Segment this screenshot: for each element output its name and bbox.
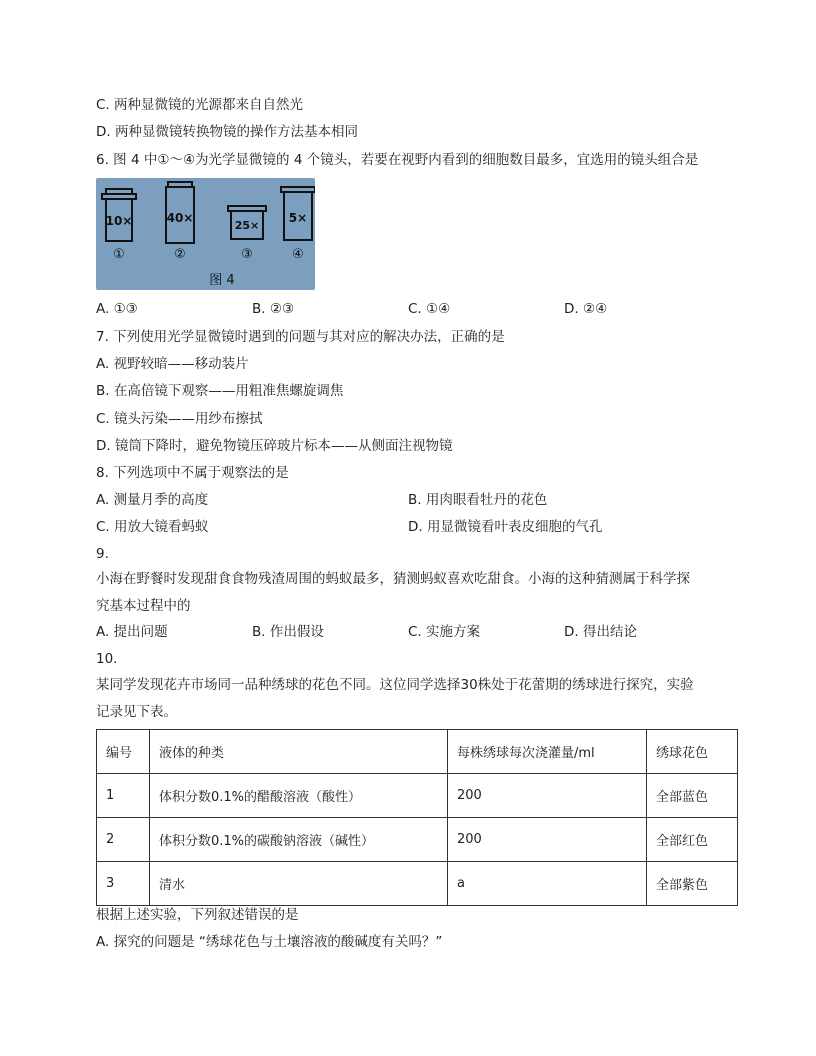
table-cell: 3: [97, 862, 150, 906]
figure-caption: 图 4: [209, 273, 235, 288]
q9-number: 9.: [96, 546, 109, 562]
q9-option-d: D. 得出结论: [564, 624, 637, 640]
table-cell: 200: [448, 774, 647, 818]
table-cell: 清水: [150, 862, 448, 906]
q8-option-a: A. 测量月季的高度: [96, 492, 209, 508]
q10-stem-line-2: 记录见下表。: [96, 704, 177, 720]
q9-option-c: C. 实施方案: [408, 624, 481, 640]
q9-stem-line-1: 小海在野餐时发现甜食食物残渣周围的蚂蚁最多，猜测蚂蚁喜欢吃甜食。小海的这种猜测属于科学探: [96, 571, 690, 587]
q9-option-a: A. 提出问题: [96, 624, 168, 640]
table-header-cell: 编号: [97, 730, 150, 774]
lens-2-number: ②: [174, 247, 186, 262]
table-cell: 1: [97, 774, 150, 818]
q9-stem-line-2: 究基本过程中的: [96, 598, 191, 614]
q6-option-c: C. ①④: [408, 301, 451, 317]
lens-2-mag: 40×: [166, 211, 194, 225]
q7-option-a: A. 视野较暗——移动装片: [96, 356, 249, 372]
q6-option-d: D. ②④: [564, 301, 608, 317]
q8-option-c: C. 用放大镜看蚂蚁: [96, 519, 209, 535]
figure-4-lenses: [96, 178, 315, 290]
q7-option-b: B. 在高倍镜下观察——用粗准焦螺旋调焦: [96, 383, 344, 399]
table-header-cell: 每株绣球每次浇灌量/ml: [448, 730, 647, 774]
table-cell: 全部蓝色: [647, 774, 738, 818]
table-cell: 体积分数0.1%的醋酸溶液（酸性）: [150, 774, 448, 818]
table-cell: 体积分数0.1%的碳酸钠溶液（碱性）: [150, 818, 448, 862]
q8-option-d: D. 用显微镜看叶表皮细胞的气孔: [408, 519, 603, 535]
q7-option-d: D. 镜筒下降时，避免物镜压碎玻片标本——从侧面注视物镜: [96, 438, 453, 454]
q8-option-b: B. 用肉眼看牡丹的花色: [408, 492, 548, 508]
lens-drawing: [96, 178, 315, 290]
q10-number: 10.: [96, 651, 118, 667]
table-cell: 全部紫色: [647, 862, 738, 906]
lens-1-number: ①: [113, 247, 125, 262]
experiment-table: [96, 729, 738, 906]
table-header-cell: 绣球花色: [647, 730, 738, 774]
table-header-cell: 液体的种类: [150, 730, 448, 774]
table-cell: a: [448, 862, 647, 906]
table-row: [97, 862, 738, 906]
lens-4-mag: 5×: [288, 211, 308, 225]
q6-option-a: A. ①③: [96, 301, 138, 317]
q10-after-text: 根据上述实验，下列叙述错误的是: [96, 907, 299, 923]
table-cell: 全部红色: [647, 818, 738, 862]
q7-stem: 7. 下列使用光学显微镜时遇到的问题与其对应的解决办法，正确的是: [96, 329, 505, 345]
q9-option-b: B. 作出假设: [252, 624, 324, 640]
lens-4-number: ④: [292, 247, 304, 262]
q5-option-d: D. 两种显微镜转换物镜的操作方法基本相同: [96, 124, 358, 140]
table-row: [97, 774, 738, 818]
lens-3-mag: 25×: [234, 219, 260, 232]
q5-option-c: C. 两种显微镜的光源都来自自然光: [96, 97, 304, 113]
q8-stem: 8. 下列选项中不属于观察法的是: [96, 465, 289, 481]
table-row: [97, 818, 738, 862]
q10-option-a: A. 探究的问题是 “绣球花色与土壤溶液的酸碱度有关吗？”: [96, 934, 443, 950]
q6-option-b: B. ②③: [252, 301, 295, 317]
q6-stem: 6. 图 4 中①～④为光学显微镜的 4 个镜头，若要在视野内看到的细胞数目最多，宜选用的镜头组合是: [96, 152, 699, 168]
table-header-row: [97, 730, 738, 774]
table-cell: 2: [97, 818, 150, 862]
lens-3-number: ③: [241, 247, 253, 262]
q7-option-c: C. 镜头污染——用纱布擦拭: [96, 411, 263, 427]
lens-1-mag: 10×: [105, 214, 133, 228]
table-cell: 200: [448, 818, 647, 862]
q10-stem-line-1: 某同学发现花卉市场同一品种绣球的花色不同。这位同学选择30株处于花蕾期的绣球进行探究，实验: [96, 677, 694, 693]
